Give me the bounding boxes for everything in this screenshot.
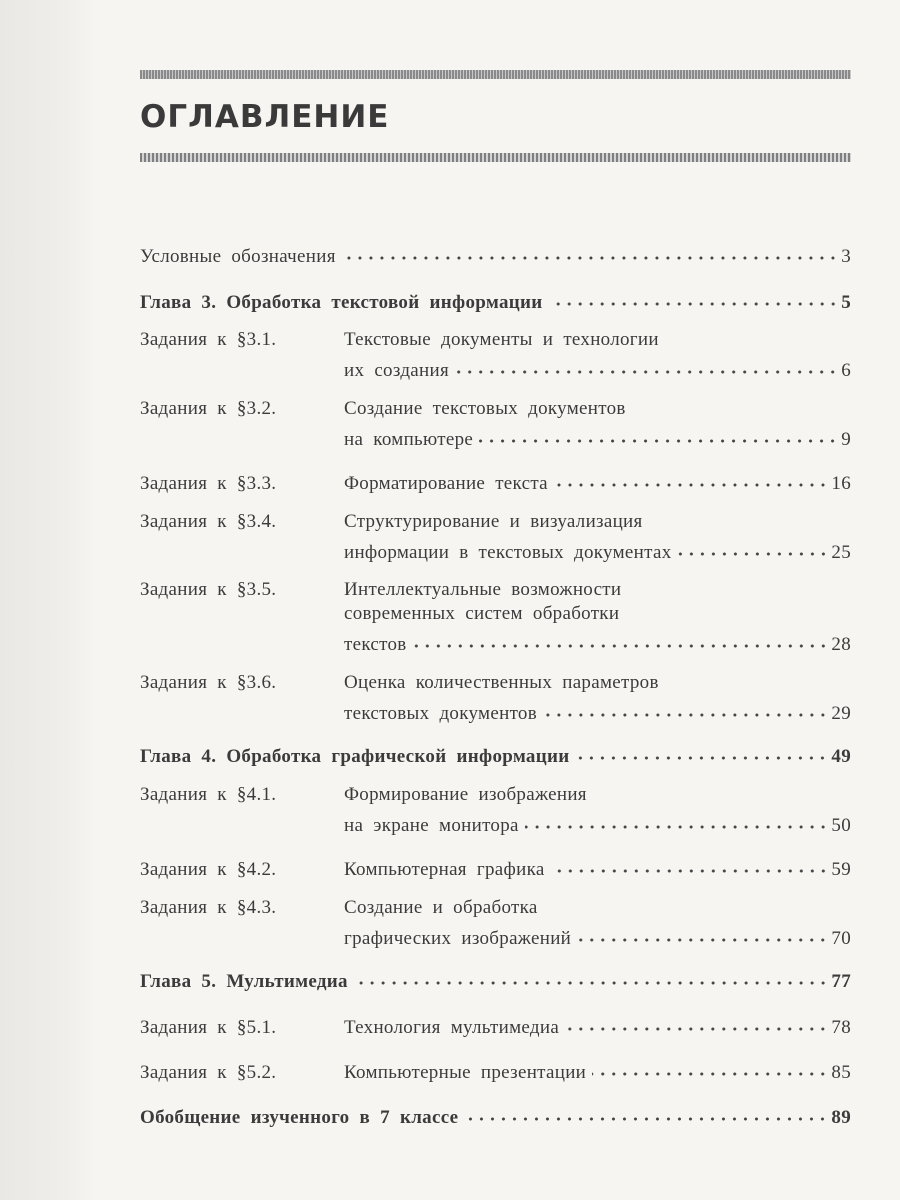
- toc-entry-5-2[interactable]: [140, 1054, 851, 1083]
- toc-entry-chapter-5[interactable]: [140, 963, 851, 992]
- chapter-title: Глава 5. Мультимедиа: [140, 971, 348, 992]
- entry-page: 25: [831, 542, 851, 563]
- leader-dots: [543, 695, 828, 719]
- leader-dots: [342, 238, 838, 262]
- entry-title-line: Оценка количественных параметров: [344, 672, 659, 693]
- entry-label: Задания к §5.2.: [140, 1062, 277, 1083]
- entry-label: Задания к §4.1.: [140, 784, 277, 805]
- entry-page: 59: [831, 859, 851, 880]
- entry-page: 28: [831, 634, 851, 655]
- chapter-title: Глава 4. Обработка графической информации: [140, 746, 570, 767]
- entry-page: 77: [831, 971, 851, 992]
- toc-entry-conventions[interactable]: [140, 238, 851, 267]
- entry-title-line: Создание текстовых документов: [344, 398, 626, 419]
- toc-entry-chapter-4[interactable]: [140, 738, 851, 767]
- toc-entry-3-6[interactable]: [140, 671, 851, 724]
- entry-title-line: Интеллектуальные возможности: [344, 579, 622, 600]
- toc-entry-3-4[interactable]: [140, 510, 851, 563]
- chapter-title: Глава 3. Обработка текстовой информации: [140, 292, 543, 313]
- toc-entry-3-3[interactable]: [140, 465, 851, 494]
- entry-title: Условные обозначения: [140, 246, 336, 267]
- leader-dots: [565, 1009, 828, 1033]
- leader-dots: [554, 465, 828, 489]
- toc-entry-3-5[interactable]: [140, 578, 851, 655]
- entry-page: 70: [831, 928, 851, 949]
- entry-title-line: современных систем обработки: [344, 603, 620, 624]
- entry-label: Задания к §3.6.: [140, 672, 277, 693]
- chapter-title: Обобщение изученного в 7 классе: [140, 1107, 459, 1128]
- leader-dots: [525, 807, 829, 831]
- page-title: ОГЛАВЛЕНИЕ: [140, 99, 390, 135]
- entry-title-line: графических изображений: [344, 928, 572, 949]
- top-decorative-rule: [140, 70, 851, 79]
- entry-label: Задания к §3.2.: [140, 398, 277, 419]
- entry-title-line: на компьютере: [344, 429, 474, 450]
- entry-title-line: Форматирование текста: [344, 473, 548, 494]
- toc-entry-summary[interactable]: [140, 1099, 851, 1128]
- leader-dots: [413, 626, 829, 650]
- entry-page: 6: [841, 360, 851, 381]
- entry-title-line: Формирование изображения: [344, 784, 587, 805]
- entry-title-line: текстов: [344, 634, 407, 655]
- entry-label: Задания к §5.1.: [140, 1017, 277, 1038]
- leader-dots: [577, 920, 828, 944]
- entry-page: 29: [831, 703, 851, 724]
- leader-dots: [549, 284, 839, 308]
- bottom-decorative-rule: [140, 153, 851, 162]
- toc-entry-5-1[interactable]: [140, 1009, 851, 1038]
- entry-title-line: Текстовые документы и технологии: [344, 329, 659, 350]
- entry-label: Задания к §3.1.: [140, 329, 277, 350]
- entry-title-line: информации в текстовых документах: [344, 542, 672, 563]
- entry-title-line: их создания: [344, 360, 449, 381]
- leader-dots: [592, 1054, 828, 1078]
- leader-dots: [575, 738, 828, 762]
- toc-entry-chapter-3[interactable]: [140, 284, 851, 313]
- leader-dots: [464, 1099, 828, 1123]
- leader-dots: [354, 963, 829, 987]
- entry-page: 85: [831, 1062, 851, 1083]
- entry-title-line: Структурирование и визуализация: [344, 511, 643, 532]
- toc-entry-4-1[interactable]: [140, 783, 851, 836]
- entry-label: Задания к §3.5.: [140, 579, 277, 600]
- entry-page: 9: [841, 429, 851, 450]
- entry-label: Задания к §3.4.: [140, 511, 277, 532]
- entry-label: Задания к §4.2.: [140, 859, 277, 880]
- toc-entry-3-1[interactable]: [140, 328, 851, 381]
- entry-page: 5: [841, 292, 851, 313]
- entry-label: Задания к §3.3.: [140, 473, 277, 494]
- entry-page: 89: [831, 1107, 851, 1128]
- entry-title-line: текстовых документов: [344, 703, 537, 724]
- leader-dots: [479, 421, 838, 445]
- toc-entry-3-2[interactable]: [140, 397, 851, 450]
- entry-page: 50: [831, 815, 851, 836]
- leader-dots: [678, 534, 829, 558]
- entry-page: 49: [831, 746, 851, 767]
- toc-entry-4-2[interactable]: [140, 851, 851, 880]
- entry-page: 16: [831, 473, 851, 494]
- entry-title-line: Технология мультимедиа: [344, 1017, 560, 1038]
- entry-page: 3: [841, 246, 851, 267]
- entry-title-line: Компьютерные презентации: [344, 1062, 587, 1083]
- entry-title-line: Компьютерная графика: [344, 859, 545, 880]
- entry-title-line: на экране монитора: [344, 815, 519, 836]
- leader-dots: [551, 851, 829, 875]
- page-edge-shadow: [0, 0, 92, 1200]
- leader-dots: [455, 352, 838, 376]
- entry-title-line: Создание и обработка: [344, 897, 538, 918]
- toc-entry-4-3[interactable]: [140, 896, 851, 949]
- entry-page: 78: [831, 1017, 851, 1038]
- entry-label: Задания к §4.3.: [140, 897, 277, 918]
